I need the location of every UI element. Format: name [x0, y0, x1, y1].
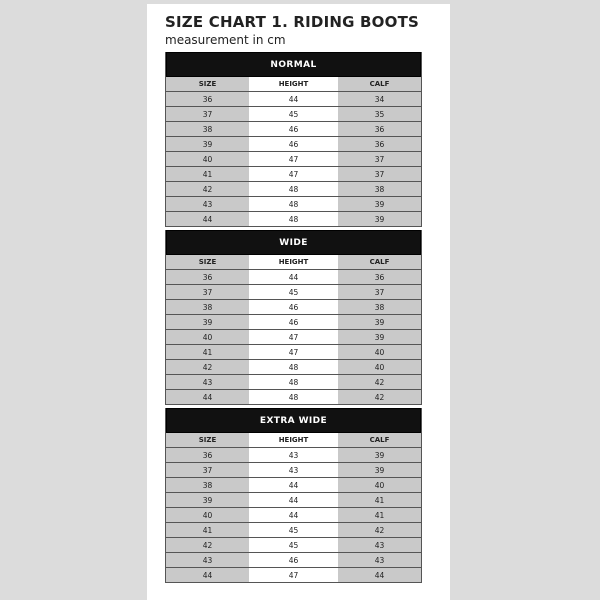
cell-calf: 39	[338, 463, 421, 478]
section-header: NORMAL	[166, 52, 421, 77]
table-row	[166, 107, 421, 122]
section-header: WIDE	[166, 230, 421, 255]
cell-height: 48	[249, 360, 338, 375]
table-row	[166, 493, 421, 508]
table-row	[166, 523, 421, 538]
column-header-row	[166, 255, 421, 270]
cell-height: 46	[249, 315, 338, 330]
cell-height: 43	[249, 463, 338, 478]
column-header-height: HEIGHT	[249, 77, 338, 92]
cell-size: 40	[166, 152, 249, 167]
column-header-calf: CALF	[338, 77, 421, 92]
cell-height: 44	[249, 92, 338, 107]
cell-size: 44	[166, 390, 249, 405]
table-row	[166, 137, 421, 152]
table-row	[166, 390, 421, 405]
cell-calf: 34	[338, 92, 421, 107]
cell-calf: 36	[338, 137, 421, 152]
cell-calf: 43	[338, 538, 421, 553]
cell-height: 45	[249, 538, 338, 553]
table-row	[166, 345, 421, 360]
cell-height: 48	[249, 212, 338, 227]
cell-size: 40	[166, 508, 249, 523]
cell-size: 39	[166, 137, 249, 152]
section-header: EXTRA WIDE	[166, 408, 421, 433]
column-header-size: SIZE	[166, 255, 249, 270]
cell-calf: 38	[338, 300, 421, 315]
cell-calf: 37	[338, 167, 421, 182]
table-row	[166, 167, 421, 182]
cell-size: 36	[166, 448, 249, 463]
cell-height: 44	[249, 478, 338, 493]
table-row	[166, 122, 421, 137]
table-row	[166, 315, 421, 330]
column-header-height: HEIGHT	[249, 433, 338, 448]
table-row	[166, 553, 421, 568]
table-row	[166, 508, 421, 523]
cell-calf: 35	[338, 107, 421, 122]
table-row	[166, 285, 421, 300]
table-row	[166, 360, 421, 375]
cell-height: 44	[249, 508, 338, 523]
cell-calf: 40	[338, 345, 421, 360]
cell-size: 39	[166, 315, 249, 330]
cell-height: 46	[249, 300, 338, 315]
cell-size: 44	[166, 568, 249, 583]
table-row	[166, 197, 421, 212]
cell-height: 48	[249, 375, 338, 390]
cell-calf: 38	[338, 182, 421, 197]
table-row	[166, 212, 421, 227]
cell-size: 42	[166, 538, 249, 553]
cell-calf: 40	[338, 360, 421, 375]
cell-height: 44	[249, 493, 338, 508]
cell-calf: 42	[338, 390, 421, 405]
column-header-row	[166, 77, 421, 92]
cell-height: 46	[249, 122, 338, 137]
cell-height: 48	[249, 182, 338, 197]
cell-size: 38	[166, 478, 249, 493]
cell-height: 47	[249, 345, 338, 360]
cell-calf: 42	[338, 523, 421, 538]
cell-height: 46	[249, 137, 338, 152]
cell-height: 45	[249, 285, 338, 300]
table-row	[166, 538, 421, 553]
cell-calf: 37	[338, 285, 421, 300]
column-header-row	[166, 433, 421, 448]
section-normal	[165, 52, 422, 227]
table-row	[166, 270, 421, 285]
cell-calf: 36	[338, 122, 421, 137]
section-extra-wide	[165, 408, 422, 583]
cell-calf: 41	[338, 493, 421, 508]
cell-size: 36	[166, 270, 249, 285]
cell-calf: 39	[338, 212, 421, 227]
cell-height: 45	[249, 107, 338, 122]
table-row	[166, 478, 421, 493]
cell-size: 42	[166, 182, 249, 197]
cell-size: 41	[166, 523, 249, 538]
table-row	[166, 152, 421, 167]
cell-height: 47	[249, 167, 338, 182]
table-row	[166, 300, 421, 315]
cell-size: 41	[166, 167, 249, 182]
cell-calf: 39	[338, 330, 421, 345]
cell-height: 45	[249, 523, 338, 538]
chart-title: SIZE CHART 1. RIDING BOOTS	[165, 13, 420, 31]
cell-height: 46	[249, 553, 338, 568]
cell-height: 48	[249, 197, 338, 212]
cell-size: 43	[166, 197, 249, 212]
cell-size: 38	[166, 300, 249, 315]
cell-size: 39	[166, 493, 249, 508]
table-row	[166, 92, 421, 107]
cell-height: 43	[249, 448, 338, 463]
cell-calf: 39	[338, 448, 421, 463]
cell-size: 37	[166, 463, 249, 478]
cell-calf: 44	[338, 568, 421, 583]
cell-height: 47	[249, 330, 338, 345]
cell-size: 37	[166, 285, 249, 300]
cell-calf: 39	[338, 197, 421, 212]
cell-height: 44	[249, 270, 338, 285]
cell-size: 36	[166, 92, 249, 107]
chart-subtitle: measurement in cm	[165, 33, 286, 47]
cell-calf: 40	[338, 478, 421, 493]
cell-size: 43	[166, 375, 249, 390]
cell-calf: 36	[338, 270, 421, 285]
column-header-calf: CALF	[338, 433, 421, 448]
size-chart-page	[147, 4, 450, 600]
cell-size: 43	[166, 553, 249, 568]
cell-size: 40	[166, 330, 249, 345]
cell-size: 37	[166, 107, 249, 122]
table-row	[166, 568, 421, 583]
cell-size: 44	[166, 212, 249, 227]
column-header-size: SIZE	[166, 433, 249, 448]
table-row	[166, 375, 421, 390]
cell-height: 48	[249, 390, 338, 405]
cell-size: 38	[166, 122, 249, 137]
cell-calf: 39	[338, 315, 421, 330]
cell-calf: 37	[338, 152, 421, 167]
table-row	[166, 182, 421, 197]
cell-calf: 43	[338, 553, 421, 568]
table-row	[166, 330, 421, 345]
cell-size: 42	[166, 360, 249, 375]
cell-size: 41	[166, 345, 249, 360]
table-row	[166, 463, 421, 478]
cell-calf: 41	[338, 508, 421, 523]
cell-height: 47	[249, 568, 338, 583]
section-wide	[165, 230, 422, 405]
column-header-calf: CALF	[338, 255, 421, 270]
cell-height: 47	[249, 152, 338, 167]
column-header-size: SIZE	[166, 77, 249, 92]
column-header-height: HEIGHT	[249, 255, 338, 270]
cell-calf: 42	[338, 375, 421, 390]
table-row	[166, 448, 421, 463]
